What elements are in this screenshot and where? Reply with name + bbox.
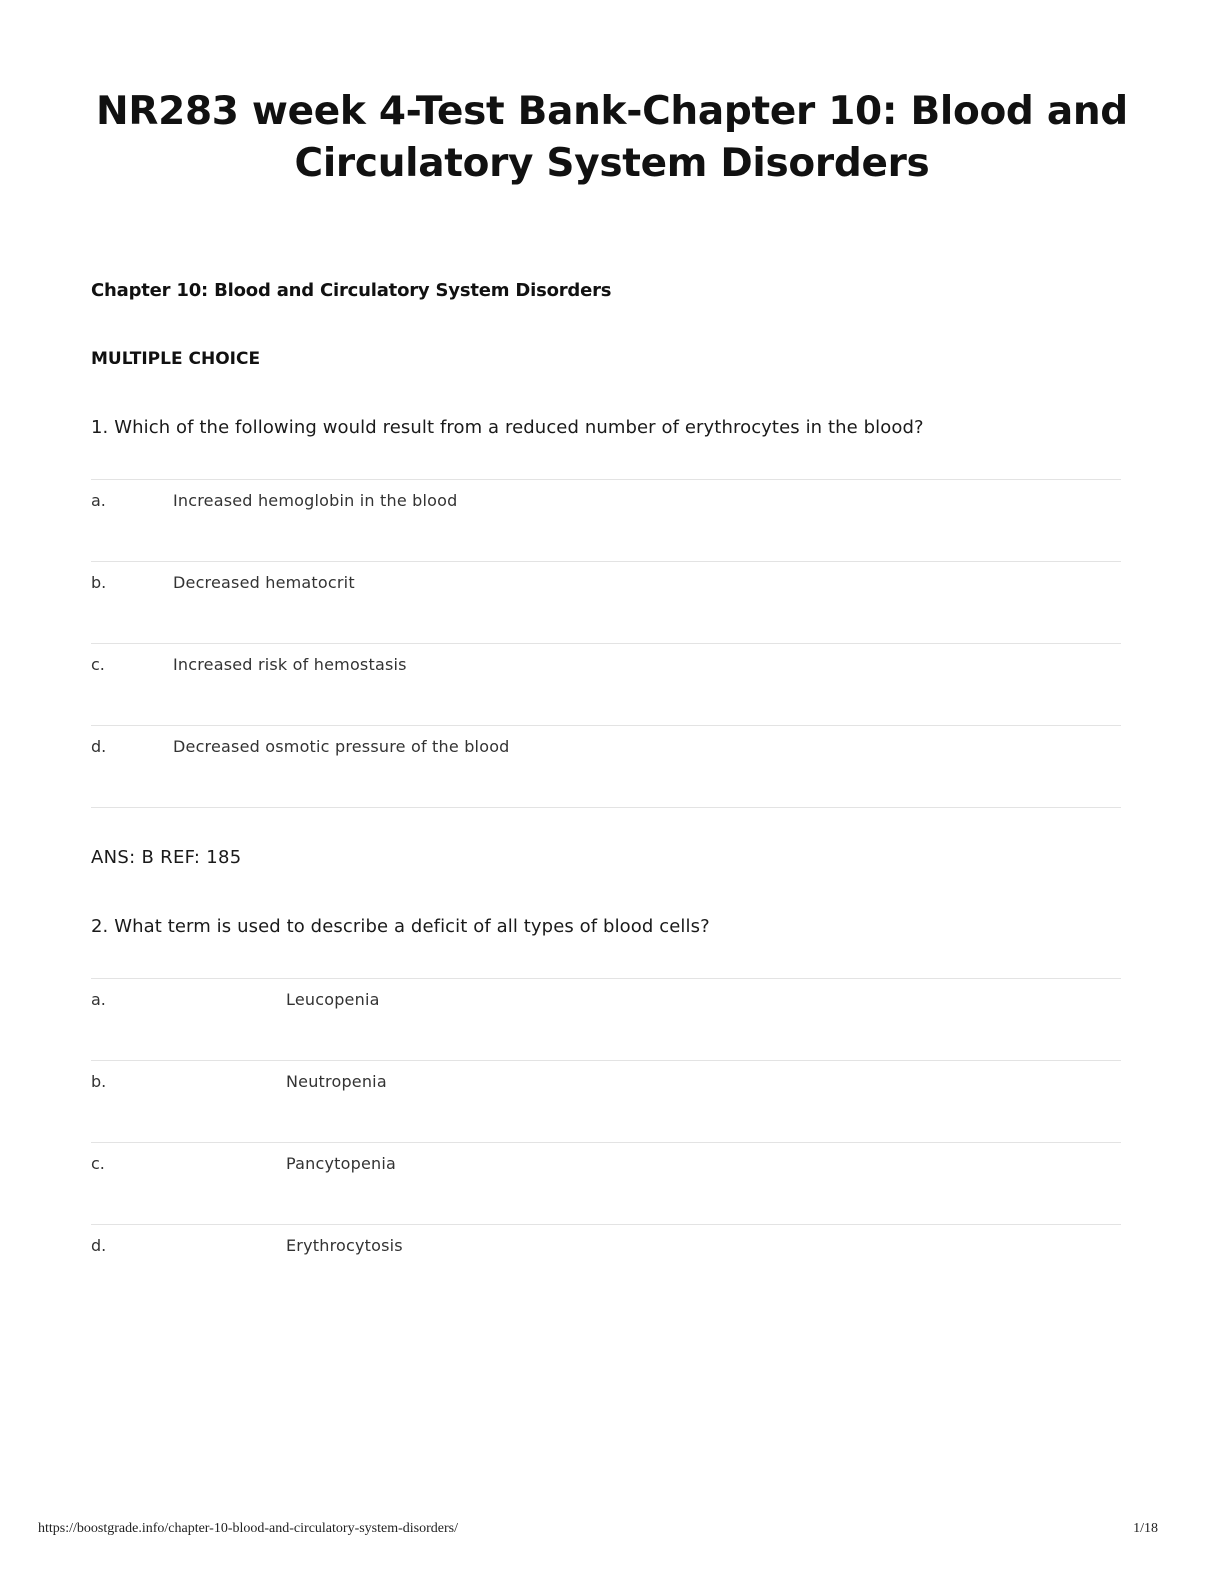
document-title: NR283 week 4-Test Bank-Chapter 10: Blood and Circulatory System Disorders <box>96 89 1128 186</box>
option-text: Increased hemoglobin in the blood <box>173 491 458 510</box>
option-letter: b. <box>91 573 107 592</box>
question-2-options <box>91 978 1121 1306</box>
footer-url-link[interactable]: https://boostgrade.info/chapter-10-blood-and-circulatory-system-disorders/ <box>38 1521 458 1536</box>
option-letter: a. <box>91 491 106 510</box>
option-row <box>91 979 1121 1061</box>
answer-key: ANS: B REF: 185 <box>91 847 242 868</box>
option-text: Neutropenia <box>286 1072 387 1091</box>
option-row <box>91 562 1121 644</box>
option-row <box>91 480 1121 562</box>
option-letter: a. <box>91 990 106 1009</box>
chapter-heading: Chapter 10: Blood and Circulatory System Disorders <box>91 280 612 301</box>
option-row <box>91 1061 1121 1143</box>
option-text: Decreased hematocrit <box>173 573 355 592</box>
option-row <box>91 1143 1121 1225</box>
option-letter: c. <box>91 1154 105 1173</box>
question-1-options <box>91 479 1121 808</box>
question-1-text: 1. Which of the following would result from a reduced number of erythrocytes in the blood? <box>91 417 924 438</box>
option-text: Erythrocytosis <box>286 1236 403 1255</box>
page-indicator: 1/18 <box>1133 1521 1158 1536</box>
option-text: Increased risk of hemostasis <box>173 655 407 674</box>
question-2-text: 2. What term is used to describe a deficit of all types of blood cells? <box>91 916 710 937</box>
option-row <box>91 726 1121 808</box>
option-letter: b. <box>91 1072 107 1091</box>
option-letter: c. <box>91 655 105 674</box>
option-letter: d. <box>91 1236 107 1255</box>
option-text: Leucopenia <box>286 990 380 1009</box>
option-row <box>91 644 1121 726</box>
option-text: Pancytopenia <box>286 1154 396 1173</box>
option-row <box>91 1225 1121 1306</box>
option-text: Decreased osmotic pressure of the blood <box>173 737 510 756</box>
section-heading: MULTIPLE CHOICE <box>91 349 261 369</box>
option-letter: d. <box>91 737 107 756</box>
